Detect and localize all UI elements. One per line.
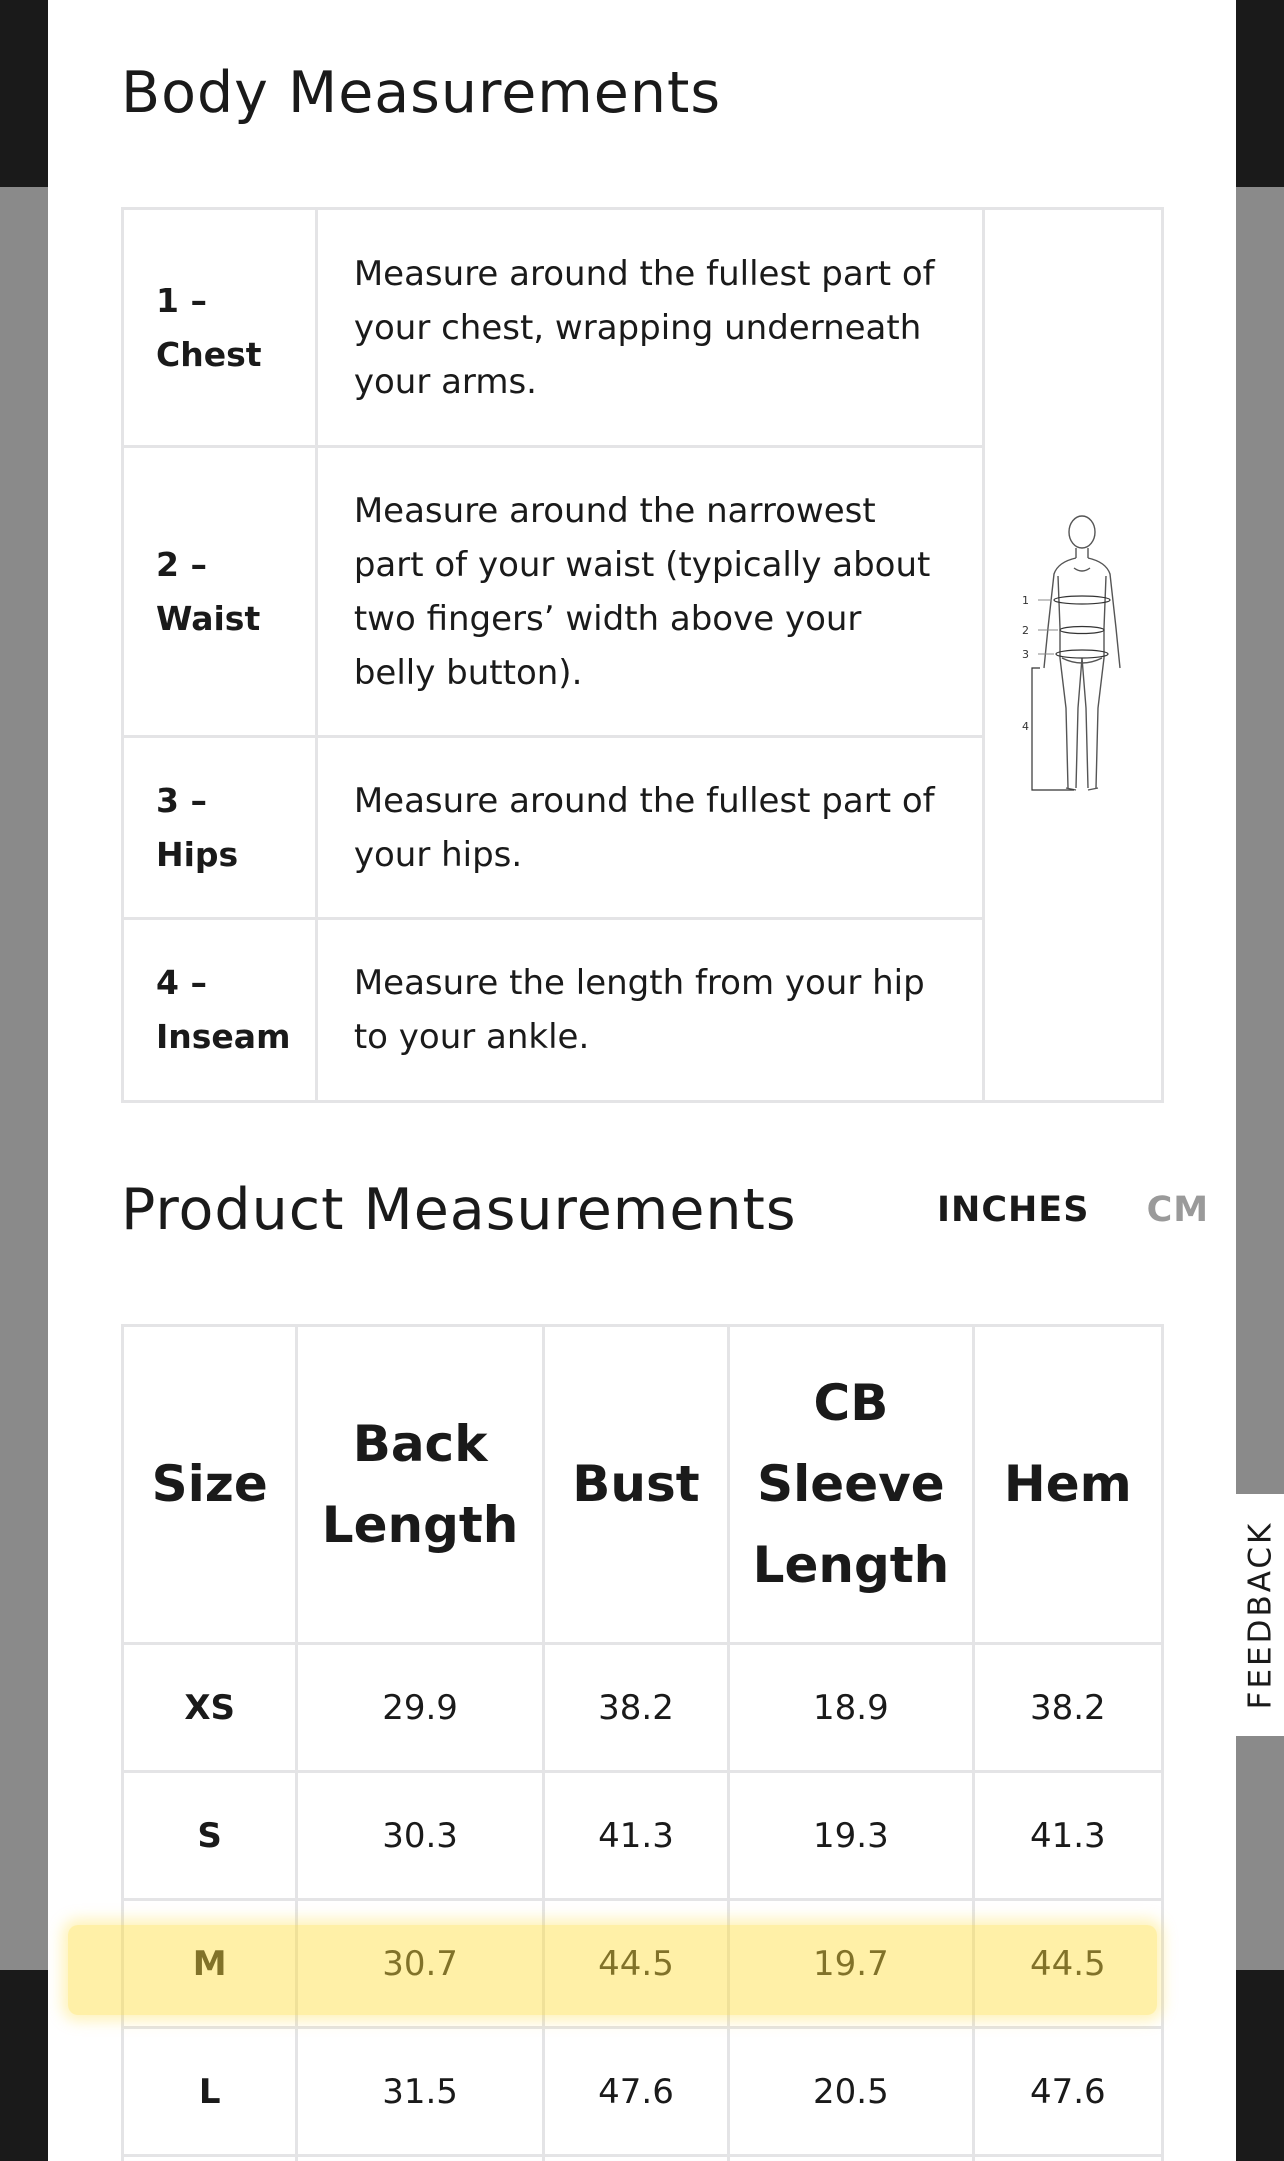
bust-cell: 38.2 [543, 1644, 728, 1772]
backdrop-top-left [0, 0, 48, 187]
hem-cell: 41.3 [973, 1772, 1162, 1900]
measure-label-chest: 1 – Chest [123, 209, 317, 447]
header-bust: Bust [543, 1326, 728, 1644]
hem-cell: 44.5 [973, 1900, 1162, 2028]
back-length-cell: 30.7 [297, 1900, 543, 2028]
header-cb-sleeve-length: CB Sleeve Length [729, 1326, 973, 1644]
measure-desc-waist: Measure around the narrowest part of your waist (typically about two fingers’ width above your belly button). [316, 447, 984, 737]
table-row-highlighted [123, 1900, 1163, 2028]
hem-cell [973, 2156, 1162, 2161]
figure-marker-3: 3 [1022, 648, 1030, 661]
backdrop-bottom-right [1236, 1970, 1284, 2161]
product-measurements-table [121, 1324, 1164, 2161]
body-diagram-icon [1018, 508, 1128, 798]
measure-desc-hips: Measure around the fullest part of your hips. [316, 737, 984, 919]
body-measurements-table [121, 207, 1164, 1103]
cb-sleeve-cell: 20.5 [729, 2028, 973, 2156]
size-cell: M [123, 1900, 297, 2028]
table-row [123, 1772, 1163, 1900]
measure-label-waist: 2 – Waist [123, 447, 317, 737]
measure-label-hips: 3 – Hips [123, 737, 317, 919]
bust-cell: 44.5 [543, 1900, 728, 2028]
cb-sleeve-cell: 19.7 [729, 1900, 973, 2028]
back-length-cell: 30.3 [297, 1772, 543, 1900]
measure-desc-inseam: Measure the length from your hip to your ankle. [316, 919, 984, 1102]
size-cell: XS [123, 1644, 297, 1772]
feedback-label: FEEDBACK [1242, 1520, 1278, 1710]
figure-marker-2: 2 [1022, 624, 1030, 637]
header-back-length: Back Length [297, 1326, 543, 1644]
table-row [123, 2156, 1163, 2161]
back-length-cell: 31.5 [297, 2028, 543, 2156]
header-hem: Hem [973, 1326, 1162, 1644]
table-row [123, 209, 1163, 447]
feedback-tab[interactable] [1236, 1494, 1284, 1736]
backdrop-bottom-left [0, 1970, 48, 2161]
body-figure-cell [984, 209, 1163, 1102]
unit-cm-button[interactable]: CM [1146, 1190, 1210, 1230]
table-row [123, 1644, 1163, 1772]
unit-inches-button[interactable]: INCHES [937, 1190, 1090, 1230]
hem-cell: 47.6 [973, 2028, 1162, 2156]
cb-sleeve-cell: 18.9 [729, 1644, 973, 1772]
hem-cell: 38.2 [973, 1644, 1162, 1772]
header-size: Size [123, 1326, 297, 1644]
measure-label-inseam: 4 – Inseam [123, 919, 317, 1102]
measure-desc-chest: Measure around the fullest part of your chest, wrapping underneath your arms. [316, 209, 984, 447]
figure-marker-4: 4 [1022, 720, 1030, 733]
cb-sleeve-cell: 19.3 [729, 1772, 973, 1900]
back-length-cell: 29.9 [297, 1644, 543, 1772]
product-measurements-title: Product Measurements [121, 1177, 797, 1243]
size-cell: L [123, 2028, 297, 2156]
backdrop-top-right [1236, 0, 1284, 187]
unit-toggle [937, 1190, 1209, 1230]
cb-sleeve-cell [729, 2156, 973, 2161]
figure-marker-1: 1 [1022, 594, 1030, 607]
body-measurements-title: Body Measurements [121, 60, 722, 126]
table-row [123, 2028, 1163, 2156]
back-length-cell [297, 2156, 543, 2161]
bust-cell [543, 2156, 728, 2161]
size-cell [123, 2156, 297, 2161]
size-cell: S [123, 1772, 297, 1900]
table-header-row [123, 1326, 1163, 1644]
bust-cell: 47.6 [543, 2028, 728, 2156]
size-guide-sheet [48, 0, 1236, 2161]
bust-cell: 41.3 [543, 1772, 728, 1900]
